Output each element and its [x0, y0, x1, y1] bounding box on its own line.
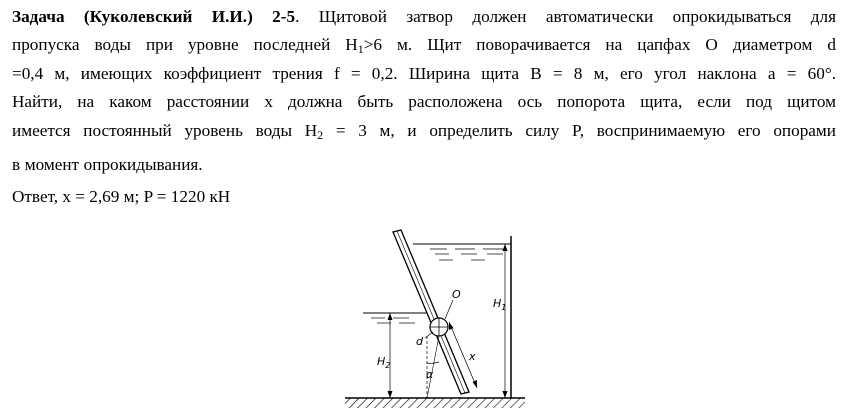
problem-line-4: Найти, на каком расстоянии x должна быть расположена ось попорота щита, если под щитом	[12, 92, 836, 112]
d-leader	[425, 332, 433, 338]
angle-arc	[427, 362, 439, 363]
gate-diagram	[335, 218, 535, 412]
label-H1: $H_1$	[493, 297, 507, 312]
label-d: d	[416, 335, 423, 348]
problem-line-5: имеется постоянный уровень воды $H_2 = 3$ м, и определить силу P, воспринимаемую его опорами	[12, 120, 837, 142]
problem-title: Задача (Куколевский И.И.) 2-5	[12, 7, 296, 26]
label-H2: $H_2$	[377, 355, 391, 370]
upper-water-ripples	[430, 249, 505, 260]
ground-hatch	[345, 398, 525, 408]
label-alpha: α	[426, 368, 434, 381]
label-x: x	[469, 350, 476, 363]
answer-text: Ответ, x = 2,69 м; P = 1220 кН	[12, 187, 231, 206]
lower-water-ripples	[371, 318, 415, 323]
problem-line-1: Задача (Куколевский И.И.) 2-5. Щитовой затвор должен автоматически опрокидываться для	[12, 7, 836, 26]
pivot-leader	[445, 300, 453, 319]
pivot-to-ground	[427, 336, 439, 398]
problem-statement	[12, 3, 836, 179]
problem-line-3: =0,4 м, имеющих коэффициент трения f = 0,2. Ширина щита B = 8 м, его угол наклона a = 60°.	[12, 63, 836, 83]
problem-line-2: пропуска воды при уровне последней $H_1>6$ м. Щит поворачивается на цапфах О диаметром d	[12, 35, 836, 57]
problem-line-6: в момент опрокидывания.	[12, 154, 203, 174]
label-O: O	[452, 288, 461, 301]
